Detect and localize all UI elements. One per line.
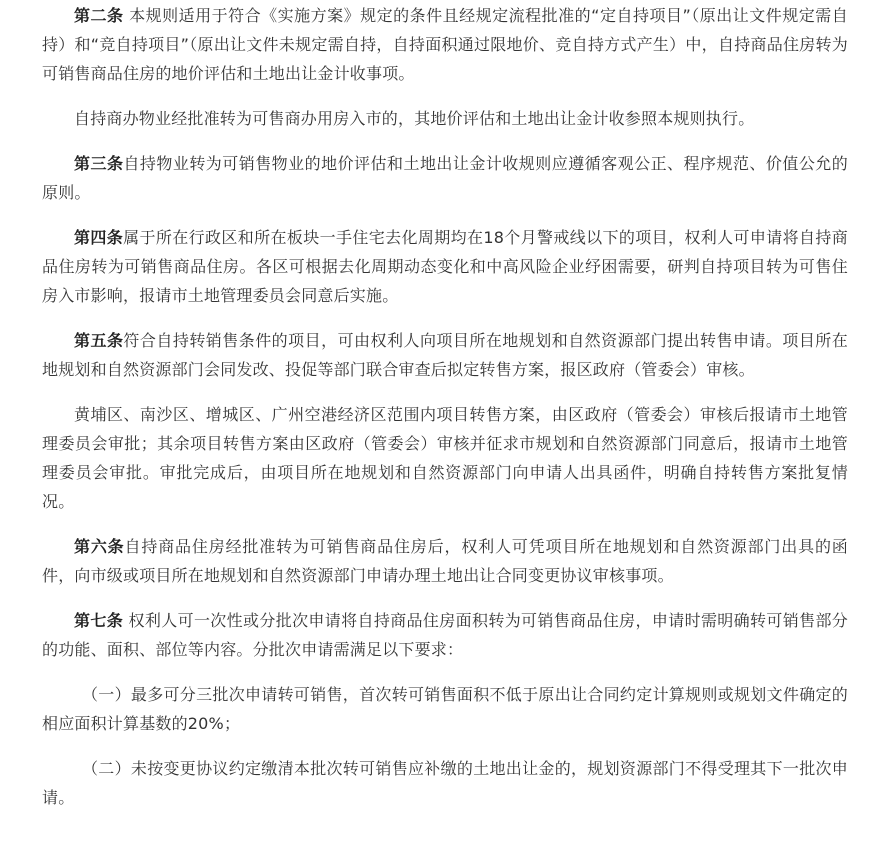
article-6: [42, 532, 848, 590]
article-number: 第二条: [74, 6, 124, 25]
article-text: 符合自持转销售条件的项目，可由权利人向项目所在地规划和自然资源部门提出转售申请。项目所在地规划和自然资源部门会同发改、投促等部门联合审查后拟定转售方案，报区政府（管委会）审核。: [42, 331, 848, 379]
article-4: [42, 223, 848, 310]
article-7-item-2: [42, 754, 848, 812]
article-5-paragraph-2: [42, 400, 848, 516]
list-item-text: （二）未按变更协议约定缴清本批次转可销售应补缴的土地出让金的，规划资源部门不得受理其下一批次申请。: [42, 759, 848, 807]
article-2-paragraph-2: [42, 104, 848, 133]
list-item-text: （一）最多可分三批次申请转可销售，首次转可销售面积不低于原出让合同约定计算规则或规划文件确定的相应面积计算基数的20%；: [42, 685, 848, 733]
article-3: [42, 149, 848, 207]
article-number: 第三条: [74, 154, 124, 173]
article-number: 第四条: [74, 228, 124, 247]
article-text: 黄埔区、南沙区、增城区、广州空港经济区范围内项目转售方案，由区政府（管委会）审核后报请市土地管理委员会审批；其余项目转售方案由区政府（管委会）审核并征求市规划和自然资源部门同意后，报请市土地管理委员会审批。审批完成后，由项目所在地规划和自然资源部门向申请人出具函件，明确自持转售方案批复情况。: [42, 405, 848, 511]
article-number: 第七条: [74, 611, 124, 630]
article-text: 自持商品住房经批准转为可销售商品住房后，权利人可凭项目所在地规划和自然资源部门出具的函件，向市级或项目所在地规划和自然资源部门申请办理土地出让合同变更协议审核事项。: [42, 537, 848, 585]
article-7: [42, 606, 848, 664]
article-7-item-1: [42, 680, 848, 738]
article-2: [42, 1, 848, 88]
article-number: 第六条: [74, 537, 125, 556]
document-body: [42, 0, 848, 846]
article-number: 第五条: [74, 331, 124, 350]
article-text: 权利人可一次性或分批次申请将自持商品住房面积转为可销售商品住房，申请时需明确转可销售部分的功能、面积、部位等内容。分批次申请需满足以下要求：: [42, 611, 848, 659]
article-text: 本规则适用于符合《实施方案》规定的条件且经规定流程批准的“定自持项目”（原出让文件规定需自持）和“竞自持项目”（原出让文件未规定需自持，自持面积通过限地价、竞自持方式产生）中，自持商品住房转为可销售商品住房的地价评估和土地出让金计收事项。: [42, 6, 848, 83]
article-text: 自持物业转为可销售物业的地价评估和土地出让金计收规则应遵循客观公正、程序规范、价值公允的原则。: [42, 154, 848, 202]
article-5: [42, 326, 848, 384]
article-text: 属于所在行政区和所在板块一手住宅去化周期均在18个月警戒线以下的项目，权利人可申请将自持商品住房转为可销售商品住房。各区可根据去化周期动态变化和中高风险企业纾困需要，研判自持项目转为可售住房入市影响，报请市土地管理委员会同意后实施。: [42, 228, 848, 305]
article-text: 自持商办物业经批准转为可售商办用房入市的，其地价评估和土地出让金计收参照本规则执行。: [74, 109, 755, 128]
